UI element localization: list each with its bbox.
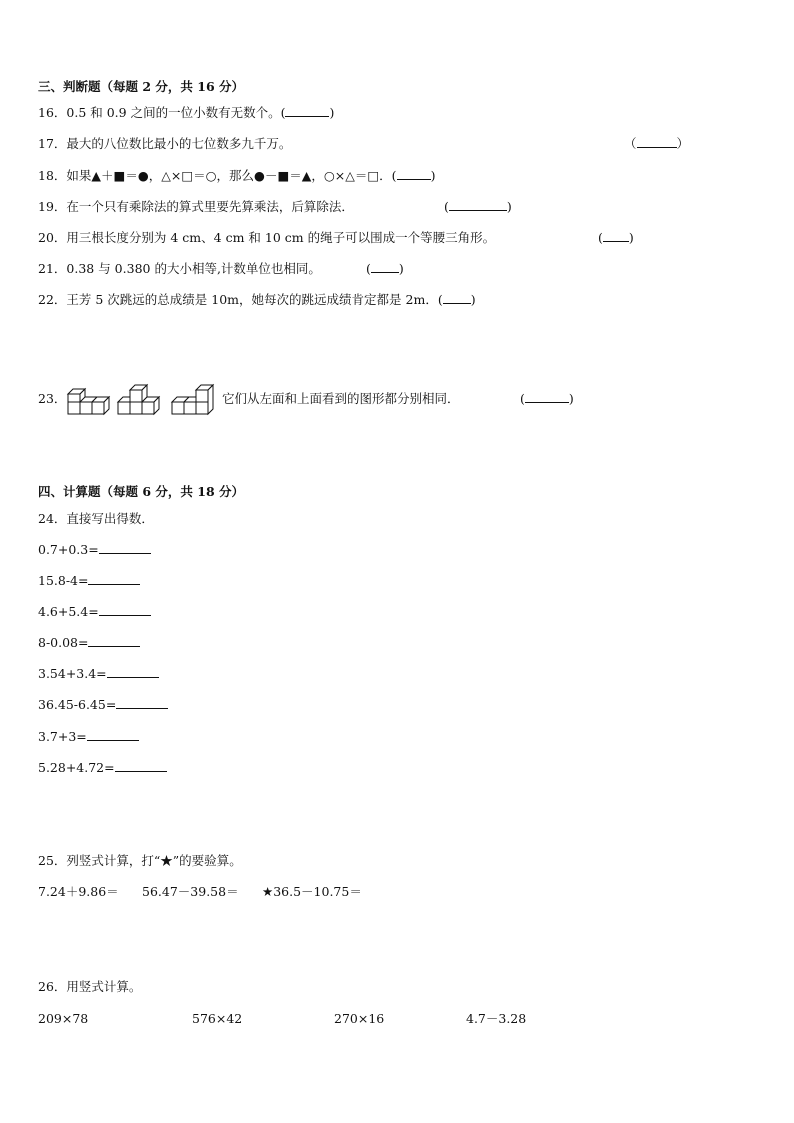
q21-answer bbox=[366, 261, 404, 277]
q19-text: 在一个只有乘除法的算式里要先算乘法，后算除法． bbox=[66, 199, 354, 214]
q25-text: 列竖式计算，打“★”的要验算。 bbox=[66, 853, 242, 868]
q22-text: 王芳 5 次跳远的总成绩是 10m，她每次的跳远成绩肯定都是 2m．( bbox=[66, 292, 443, 307]
q24-expression: 15.8-4= bbox=[38, 573, 89, 588]
q24-expression: 0.7+0.3= bbox=[38, 542, 99, 557]
q24-expression: 5.28+4.72= bbox=[38, 760, 115, 775]
q24-item bbox=[38, 729, 139, 745]
q26-number: 26． bbox=[38, 979, 67, 994]
q22-answer-blank[interactable] bbox=[443, 292, 471, 304]
q24-item bbox=[38, 666, 159, 682]
q21-close: ) bbox=[398, 261, 404, 276]
question-20 bbox=[38, 230, 495, 246]
q18-answer-blank[interactable] bbox=[397, 168, 431, 180]
q24-number: 24． bbox=[38, 511, 67, 526]
question-25 bbox=[38, 853, 242, 869]
q25-number: 25． bbox=[38, 853, 67, 868]
q24-item bbox=[38, 542, 151, 558]
cube-figure-2 bbox=[118, 385, 159, 414]
q16-close: ) bbox=[329, 105, 335, 120]
q20-text: 用三根长度分别为 4 cm、4 cm 和 10 cm 的绳子可以围成一个等腰三角形。 bbox=[66, 230, 496, 245]
q17-answer bbox=[624, 136, 689, 152]
q17-text: 最大的八位数比最小的七位数多九千万。 bbox=[66, 136, 292, 151]
question-24 bbox=[38, 511, 154, 527]
q24-expression: 3.7+3= bbox=[38, 729, 87, 744]
q23-answer-blank[interactable] bbox=[525, 391, 569, 403]
q22-close: ) bbox=[470, 292, 476, 307]
q24-answer-blank[interactable] bbox=[99, 604, 151, 616]
q20-open: ( bbox=[598, 230, 603, 245]
q25-item: 56.47－39.58＝ bbox=[142, 884, 239, 899]
q21-answer-blank[interactable] bbox=[371, 261, 399, 273]
q24-expression: 8-0.08= bbox=[38, 635, 89, 650]
question-22 bbox=[38, 292, 476, 308]
section4-title: 四、计算题（每题 6 分，共 18 分） bbox=[38, 484, 245, 499]
q24-item bbox=[38, 760, 167, 776]
q17-open: （ bbox=[624, 136, 637, 151]
q26-item: 4.7－3.28 bbox=[466, 1011, 527, 1026]
q18-number: 18． bbox=[38, 168, 67, 183]
q24-expression: 4.6+5.4= bbox=[38, 604, 99, 619]
q20-answer bbox=[598, 230, 634, 246]
q20-close: ) bbox=[628, 230, 634, 245]
q19-answer bbox=[444, 199, 512, 215]
q24-answer-blank[interactable] bbox=[115, 760, 167, 772]
question-18 bbox=[38, 168, 435, 184]
q23-open: ( bbox=[520, 391, 525, 406]
q26-text: 用竖式计算。 bbox=[66, 979, 142, 994]
q25-item: 7.24＋9.86＝ bbox=[38, 884, 119, 899]
q24-item bbox=[38, 697, 168, 713]
q24-text: 直接写出得数． bbox=[66, 511, 154, 526]
question-17 bbox=[38, 136, 291, 152]
question-16 bbox=[38, 105, 334, 121]
q25-item-starred: ★36.5－10.75＝ bbox=[262, 884, 362, 899]
q24-expression: 36.45-6.45= bbox=[38, 697, 117, 712]
q24-expression: 3.54+3.4= bbox=[38, 666, 107, 681]
q26-item: 576×42 bbox=[192, 1011, 243, 1026]
q17-answer-blank[interactable] bbox=[637, 136, 677, 148]
q21-open: ( bbox=[366, 261, 371, 276]
q26-item: 209×78 bbox=[38, 1011, 89, 1026]
cube-figures bbox=[64, 380, 222, 416]
question-19 bbox=[38, 199, 354, 215]
q16-answer-blank[interactable] bbox=[285, 105, 329, 117]
section3-title: 三、判断题（每题 2 分，共 16 分） bbox=[38, 79, 245, 94]
cube-figure-1 bbox=[68, 389, 109, 414]
q22-number: 22． bbox=[38, 292, 67, 307]
q24-item bbox=[38, 573, 140, 589]
q16-text: 0.5 和 0.9 之间的一位小数有无数个。( bbox=[66, 105, 286, 120]
question-21 bbox=[38, 261, 321, 277]
q18-close: ) bbox=[430, 168, 436, 183]
q23-text: 它们从左面和上面看到的图形都分别相同． bbox=[222, 391, 460, 406]
cube-figure-3 bbox=[172, 385, 213, 414]
q20-number: 20． bbox=[38, 230, 67, 245]
q23-number: 23． bbox=[38, 391, 67, 406]
q26-item: 270×16 bbox=[334, 1011, 385, 1026]
q21-text: 0.38 与 0.380 的大小相等,计数单位也相同。 bbox=[66, 261, 321, 276]
q24-answer-blank[interactable] bbox=[88, 635, 140, 647]
q17-number: 17． bbox=[38, 136, 67, 151]
q19-open: ( bbox=[444, 199, 449, 214]
q16-number: 16． bbox=[38, 105, 67, 120]
q17-close: ） bbox=[676, 136, 690, 151]
question-26 bbox=[38, 979, 141, 995]
q20-answer-blank[interactable] bbox=[603, 230, 629, 242]
q18-text: 如果▲＋■＝●，△×□＝○，那么●－■＝▲，○×△＝□．( bbox=[66, 168, 397, 183]
q24-item bbox=[38, 604, 151, 620]
q24-item bbox=[38, 635, 140, 651]
q19-answer-blank[interactable] bbox=[449, 199, 507, 211]
q24-answer-blank[interactable] bbox=[87, 729, 139, 741]
q23-answer bbox=[520, 391, 574, 407]
q24-answer-blank[interactable] bbox=[99, 542, 151, 554]
q19-close: ) bbox=[506, 199, 512, 214]
q24-answer-blank[interactable] bbox=[116, 697, 168, 709]
q21-number: 21． bbox=[38, 261, 67, 276]
q24-answer-blank[interactable] bbox=[88, 573, 140, 585]
q23-close: ) bbox=[568, 391, 574, 406]
q24-answer-blank[interactable] bbox=[107, 666, 159, 678]
q19-number: 19． bbox=[38, 199, 67, 214]
